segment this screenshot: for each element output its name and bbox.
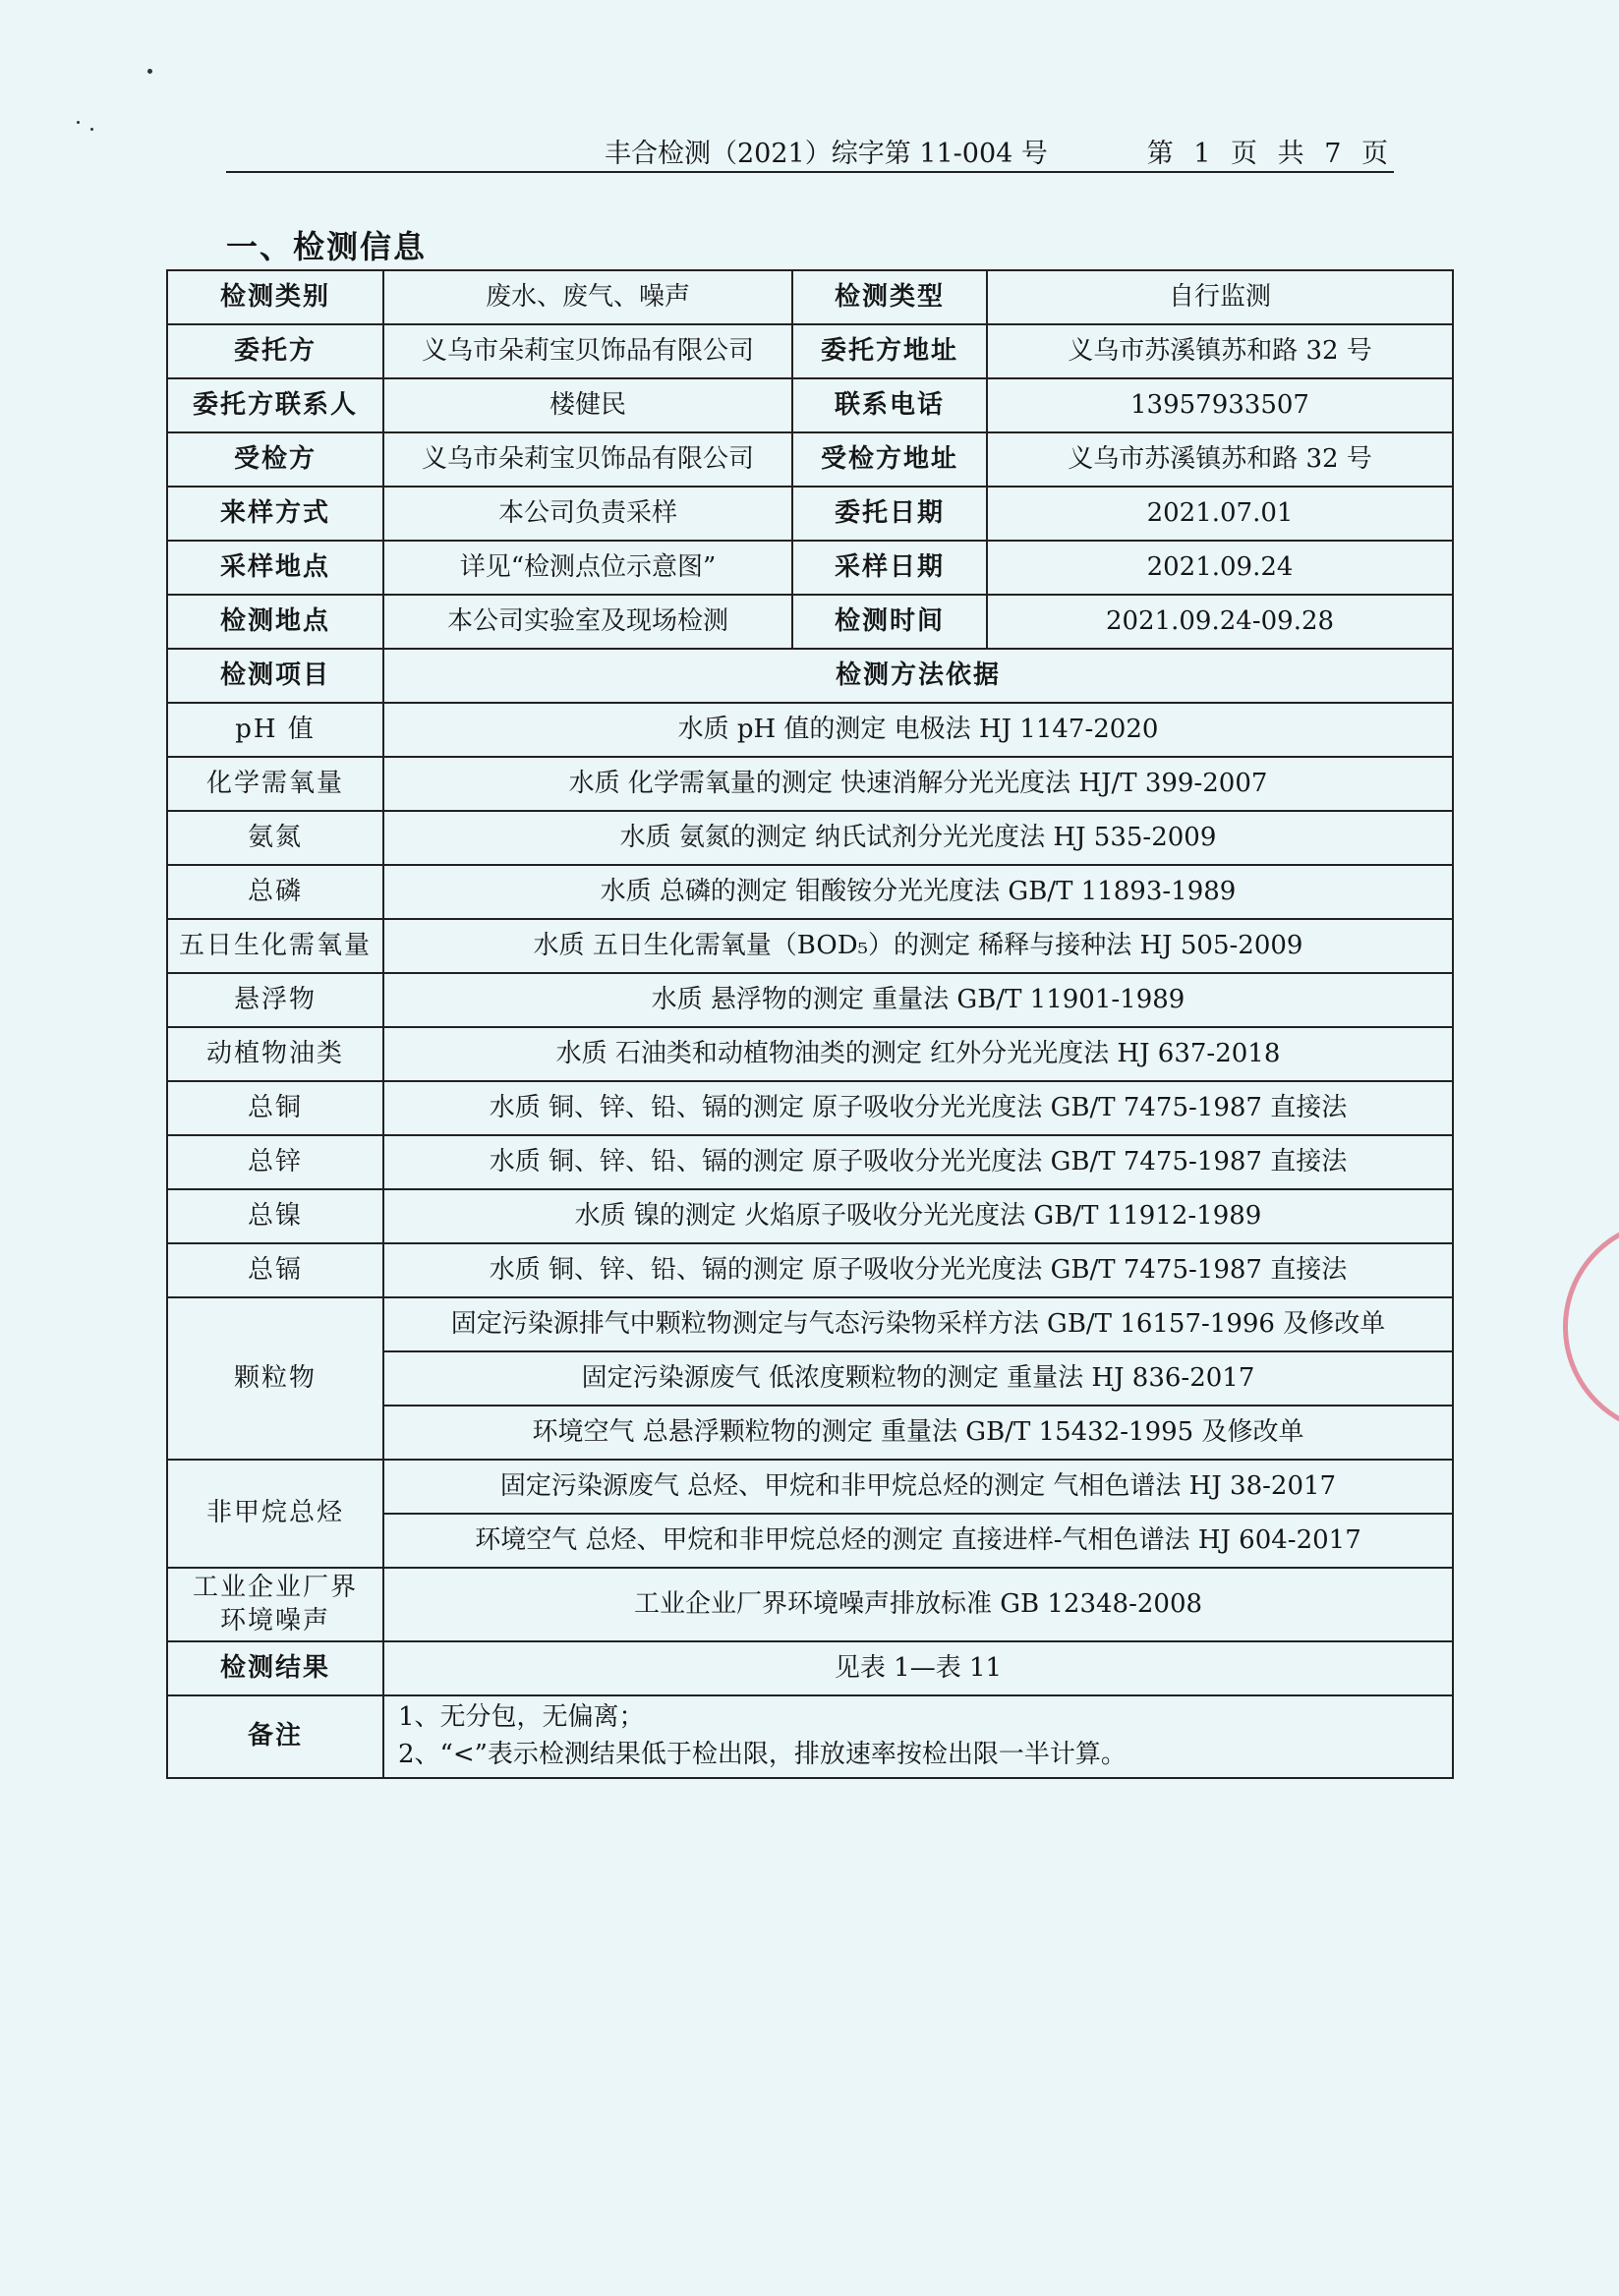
sampling-method-value: 本公司负责采样 [383, 487, 792, 541]
method-standard: 水质 总磷的测定 钼酸铵分光光度法 GB/T 11893-1989 [383, 865, 1453, 919]
table-row [167, 1297, 1453, 1351]
method-standard: 水质 镍的测定 火焰原子吸收分光光度法 GB/T 11912-1989 [383, 1189, 1453, 1243]
client-label: 委托方 [167, 324, 383, 378]
results-label: 检测结果 [167, 1641, 383, 1695]
sampling-method-label: 来样方式 [167, 487, 383, 541]
method-standard: 环境空气 总悬浮颗粒物的测定 重量法 GB/T 15432-1995 及修改单 [383, 1406, 1453, 1460]
table-row [167, 378, 1453, 432]
section-title: 一、检测信息 [226, 228, 428, 265]
nmhc-item: 非甲烷总烃 [167, 1460, 383, 1568]
method-standard: 水质 悬浮物的测定 重量法 GB/T 11901-1989 [383, 973, 1453, 1027]
inspected-value: 义乌市朵莉宝贝饰品有限公司 [383, 432, 792, 487]
table-row [167, 1460, 1453, 1514]
remarks-value [383, 1695, 1453, 1778]
items-header: 检测项目 [167, 649, 383, 703]
method-item: 总镉 [167, 1243, 383, 1297]
method-standard: 水质 铜、锌、铅、镉的测定 原子吸收分光光度法 GB/T 7475-1987 直接法 [383, 1135, 1453, 1189]
contact-label: 委托方联系人 [167, 378, 383, 432]
table-row [167, 432, 1453, 487]
method-item: 动植物油类 [167, 1027, 383, 1081]
method-standard: 环境空气 总烃、甲烷和非甲烷总烃的测定 直接进样-气相色谱法 HJ 604-2017 [383, 1514, 1453, 1568]
table-row [167, 595, 1453, 649]
method-standard: 水质 五日生化需氧量（BOD₅）的测定 稀释与接种法 HJ 505-2009 [383, 919, 1453, 973]
method-item: pH 值 [167, 703, 383, 757]
phone-value: 13957933507 [987, 378, 1453, 432]
table-row [167, 865, 1453, 919]
sampling-site-value: 详见“检测点位示意图” [383, 541, 792, 595]
table-row [167, 541, 1453, 595]
test-site-label: 检测地点 [167, 595, 383, 649]
table-row [167, 703, 1453, 757]
method-standard: 工业企业厂界环境噪声排放标准 GB 12348-2008 [383, 1568, 1453, 1641]
scan-speck [90, 128, 93, 131]
method-item: 总锌 [167, 1135, 383, 1189]
table-row [167, 1027, 1453, 1081]
method-standard: 水质 氨氮的测定 纳氏试剂分光光度法 HJ 535-2009 [383, 811, 1453, 865]
method-standard: 水质 铜、锌、铅、镉的测定 原子吸收分光光度法 GB/T 7475-1987 直接法 [383, 1243, 1453, 1297]
test-site-value: 本公司实验室及现场检测 [383, 595, 792, 649]
client-address-value: 义乌市苏溪镇苏和路 32 号 [987, 324, 1453, 378]
red-seal-stamp [1563, 1219, 1619, 1435]
table-row [167, 1081, 1453, 1135]
remark-line: 2、“<”表示检测结果低于检出限，排放速率按检出限一半计算。 [398, 1740, 1127, 1769]
category-value: 废水、废气、噪声 [383, 270, 792, 324]
type-label: 检测类型 [792, 270, 987, 324]
category-label: 检测类别 [167, 270, 383, 324]
method-item: 悬浮物 [167, 973, 383, 1027]
methods-header: 检测方法依据 [383, 649, 1453, 703]
sampling-date-label: 采样日期 [792, 541, 987, 595]
page-number: 第 1 页 共 7 页 [1146, 139, 1394, 169]
method-standard: 固定污染源废气 低浓度颗粒物的测定 重量法 HJ 836-2017 [383, 1351, 1453, 1406]
particulate-item: 颗粒物 [167, 1297, 383, 1460]
table-row [167, 811, 1453, 865]
table-row [167, 649, 1453, 703]
test-time-value: 2021.09.24-09.28 [987, 595, 1453, 649]
table-row [167, 973, 1453, 1027]
contact-value: 楼健民 [383, 378, 792, 432]
inspected-address-label: 受检方地址 [792, 432, 987, 487]
noise-item-line2: 环境噪声 [219, 1605, 330, 1636]
method-standard: 固定污染源排气中颗粒物测定与气态污染物采样方法 GB/T 16157-1996 及修改单 [383, 1297, 1453, 1351]
table-row [167, 919, 1453, 973]
method-item: 化学需氧量 [167, 757, 383, 811]
table-row [167, 324, 1453, 378]
test-time-label: 检测时间 [792, 595, 987, 649]
report-reference: 丰合检测（2021）综字第 11-004 号 [605, 139, 1048, 169]
method-standard: 水质 化学需氧量的测定 快速消解分光光度法 HJ/T 399-2007 [383, 757, 1453, 811]
scan-speck [77, 121, 80, 124]
noise-item-line1: 工业企业厂界 [192, 1572, 358, 1602]
method-item: 氨氮 [167, 811, 383, 865]
method-item: 总磷 [167, 865, 383, 919]
table-row [167, 270, 1453, 324]
client-address-label: 委托方地址 [792, 324, 987, 378]
table-row [167, 757, 1453, 811]
phone-label: 联系电话 [792, 378, 987, 432]
client-value: 义乌市朵莉宝贝饰品有限公司 [383, 324, 792, 378]
inspected-label: 受检方 [167, 432, 383, 487]
table-row [167, 1243, 1453, 1297]
remarks-label: 备注 [167, 1695, 383, 1778]
table-row [167, 1641, 1453, 1695]
table-row [167, 487, 1453, 541]
type-value: 自行监测 [987, 270, 1453, 324]
commission-date-label: 委托日期 [792, 487, 987, 541]
noise-item [167, 1568, 383, 1641]
results-value: 见表 1—表 11 [383, 1641, 1453, 1695]
sampling-site-label: 采样地点 [167, 541, 383, 595]
table-row [167, 1189, 1453, 1243]
method-standard: 水质 铜、锌、铅、镉的测定 原子吸收分光光度法 GB/T 7475-1987 直接法 [383, 1081, 1453, 1135]
method-item: 总铜 [167, 1081, 383, 1135]
table-row [167, 1135, 1453, 1189]
method-standard: 水质 pH 值的测定 电极法 HJ 1147-2020 [383, 703, 1453, 757]
commission-date-value: 2021.07.01 [987, 487, 1453, 541]
sampling-date-value: 2021.09.24 [987, 541, 1453, 595]
table-row [167, 1568, 1453, 1641]
scan-speck [147, 69, 152, 74]
method-item: 总镍 [167, 1189, 383, 1243]
inspection-info-table [166, 269, 1454, 1779]
method-item: 五日生化需氧量 [167, 919, 383, 973]
table-row [167, 1695, 1453, 1778]
method-standard: 水质 石油类和动植物油类的测定 红外分光光度法 HJ 637-2018 [383, 1027, 1453, 1081]
method-standard: 固定污染源废气 总烃、甲烷和非甲烷总烃的测定 气相色谱法 HJ 38-2017 [383, 1460, 1453, 1514]
page-header [226, 128, 1394, 173]
inspected-address-value: 义乌市苏溪镇苏和路 32 号 [987, 432, 1453, 487]
remark-line: 1、无分包，无偏离； [398, 1702, 645, 1733]
